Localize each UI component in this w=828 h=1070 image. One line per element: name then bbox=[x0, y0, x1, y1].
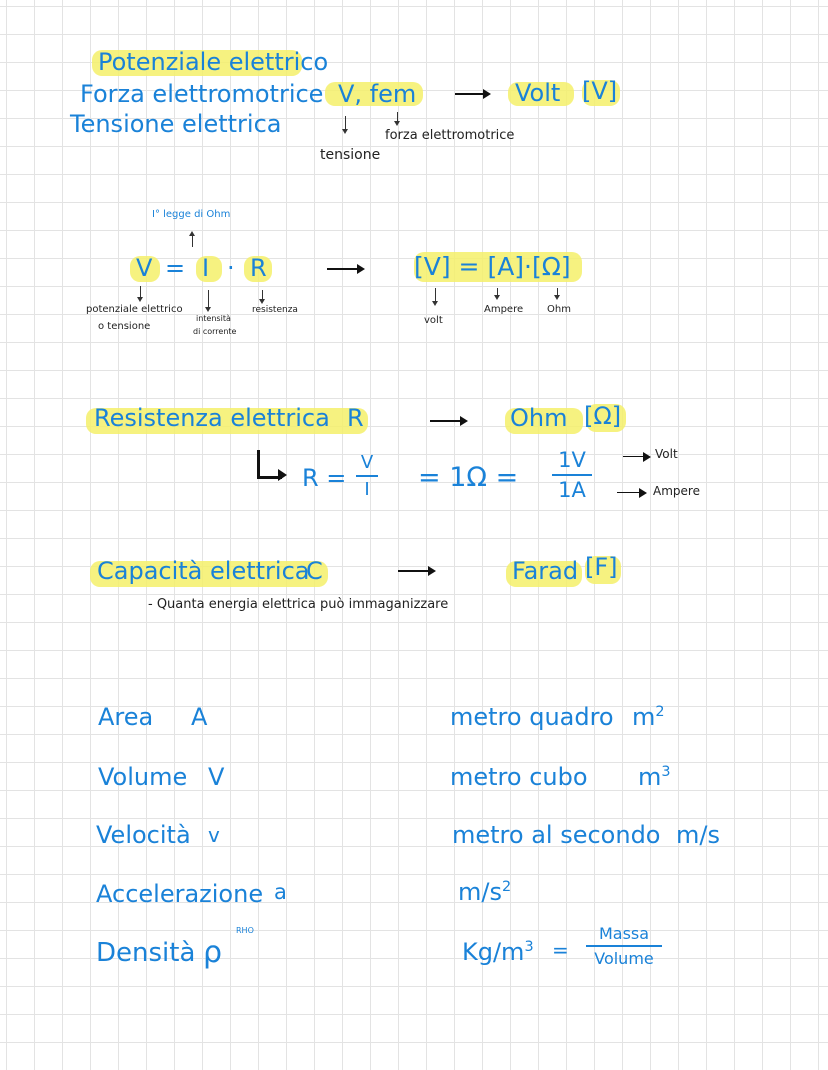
row-accelerazione-name: Accelerazione bbox=[96, 880, 264, 908]
ohm-r: R bbox=[250, 254, 267, 282]
note-capacita: - Quanta energia elettrica può immaganizzare bbox=[148, 597, 449, 612]
label-intensita: intensità bbox=[196, 314, 231, 323]
ohm-i: I bbox=[202, 254, 210, 282]
down-arrow-icon bbox=[345, 116, 346, 130]
unit-base: Kg/m bbox=[462, 938, 525, 966]
ohm-bracket-formula: [V] = [A]·[Ω] bbox=[414, 252, 571, 281]
down-arrow-icon bbox=[140, 286, 141, 298]
res-symbol-r: R bbox=[347, 404, 364, 432]
fraction-denominator: 1A bbox=[558, 478, 586, 502]
fraction-denominator: Volume bbox=[594, 948, 654, 968]
row-densita-name: Densità bbox=[96, 938, 196, 968]
row-velocita-symbol: v bbox=[208, 823, 220, 847]
ohm-v: V bbox=[136, 254, 153, 282]
label-o-tensione: o tensione bbox=[98, 321, 151, 332]
arrow-right-icon bbox=[623, 456, 645, 457]
fraction-numerator: Massa bbox=[598, 924, 650, 943]
down-arrow-icon bbox=[557, 288, 558, 296]
unit-volt: Volt bbox=[515, 79, 561, 107]
fraction-denominator: I bbox=[364, 479, 370, 500]
row-area-unit-symbol bbox=[632, 705, 665, 729]
label-potenziale-elettrico: potenziale elettrico bbox=[86, 304, 183, 315]
label-resistenza: resistenza bbox=[252, 305, 298, 315]
unit-ohm: Ohm bbox=[510, 404, 568, 432]
label-ampere: Ampere bbox=[653, 484, 700, 498]
arrow-right-icon bbox=[617, 492, 641, 493]
symbol-v-fem: V, fem bbox=[338, 80, 417, 108]
res-equals-one-ohm: = 1Ω = bbox=[418, 462, 519, 493]
fraction-massa-over-volume bbox=[586, 924, 662, 968]
label-ohm: Ohm bbox=[547, 304, 571, 315]
row-volume-name: Volume bbox=[98, 763, 188, 791]
unit-base: m bbox=[638, 763, 662, 791]
unit-farad: Farad bbox=[512, 557, 579, 585]
row-accelerazione-symbol: a bbox=[274, 880, 287, 904]
row-area-symbol: A bbox=[191, 703, 208, 731]
label-ampere: Ampere bbox=[484, 304, 524, 315]
corner-arrow-head-icon bbox=[278, 469, 287, 481]
unit-base: m/s bbox=[458, 878, 502, 906]
down-arrow-icon bbox=[497, 288, 498, 296]
down-arrow-icon bbox=[262, 290, 263, 300]
label-legge-ohm: I° legge di Ohm bbox=[152, 209, 231, 220]
arrow-right-icon bbox=[398, 570, 430, 572]
row-densita-symbol: ρ bbox=[203, 935, 223, 970]
unit-symbol-v: [V] bbox=[582, 77, 618, 105]
ohm-equals: = bbox=[165, 254, 186, 282]
unit-exponent: 2 bbox=[655, 704, 665, 720]
title-forza-elettromotrice: Forza elettromotrice bbox=[80, 80, 324, 108]
unit-symbol-f: [F] bbox=[585, 553, 618, 581]
down-arrow-icon bbox=[208, 290, 209, 308]
unit-symbol-omega: [Ω] bbox=[584, 402, 622, 430]
down-arrow-icon bbox=[435, 288, 436, 302]
row-volume-unit-symbol bbox=[638, 765, 671, 789]
rho-note: RHO bbox=[236, 926, 254, 935]
row-volume-symbol: V bbox=[208, 763, 225, 791]
unit-exponent: 2 bbox=[501, 879, 512, 895]
title-potenziale: Potenziale elettrico bbox=[98, 48, 329, 76]
fraction-numerator: 1V bbox=[558, 448, 586, 472]
label-volt: Volt bbox=[655, 447, 678, 461]
unit-base: m bbox=[632, 703, 656, 731]
row-area-unit: metro quadro bbox=[450, 703, 614, 731]
res-r-equals: R = bbox=[302, 464, 347, 492]
fraction-v-over-i bbox=[356, 452, 378, 500]
row-volume-unit: metro cubo bbox=[450, 763, 588, 791]
title-tensione: Tensione elettrica bbox=[70, 110, 282, 138]
row-accelerazione-unit bbox=[458, 880, 511, 904]
row-velocita-unit: metro al secondo bbox=[452, 821, 661, 849]
arrow-right-icon bbox=[430, 420, 462, 422]
down-arrow-icon bbox=[397, 112, 398, 122]
arrow-right-icon bbox=[327, 268, 359, 270]
label-di-corrente: di corrente bbox=[193, 327, 237, 336]
fraction-numerator: V bbox=[360, 452, 374, 473]
row-velocita-unit-symbol: m/s bbox=[676, 821, 720, 849]
ohm-dot: · bbox=[227, 254, 235, 282]
title-resistenza: Resistenza elettrica bbox=[94, 404, 330, 432]
note-tensione: tensione bbox=[320, 147, 381, 163]
row-area-name: Area bbox=[98, 703, 154, 731]
density-equals: = bbox=[552, 938, 569, 962]
row-velocita-name: Velocità bbox=[96, 821, 191, 849]
up-arrow-icon bbox=[192, 235, 193, 247]
cap-symbol-c: C bbox=[306, 557, 323, 585]
label-volt: volt bbox=[424, 315, 443, 326]
row-densita-unit bbox=[462, 940, 534, 964]
note-forza-elettromotrice: forza elettromotrice bbox=[385, 128, 515, 143]
unit-exponent: 3 bbox=[661, 764, 671, 780]
arrow-right-icon bbox=[455, 93, 485, 95]
unit-exponent: 3 bbox=[524, 939, 534, 955]
fraction-1v-over-1a bbox=[552, 448, 592, 502]
title-capacita: Capacità elettrica bbox=[97, 557, 310, 585]
